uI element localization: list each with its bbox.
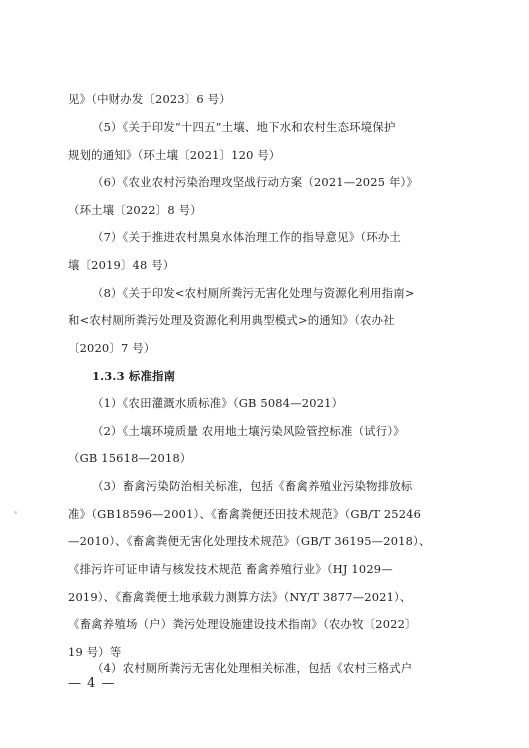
text-line: 19 号）等	[68, 645, 122, 659]
text-line: 规划的通知》（环土壤〔2021〕120 号）	[68, 148, 281, 162]
section-heading: 1.3.3 标准指南	[92, 369, 176, 383]
text-line: （3）畜禽污染防治相关标准，包括《畜禽养殖业污染物排放标	[92, 479, 413, 493]
text-line: 《畜禽养殖场（户）粪污处理设施建设技术指南》（农办牧〔2022〕	[68, 617, 417, 631]
text-line: 准》（GB18596—2001）、《畜禽粪便还田技术规范》（GB/T 25246	[68, 507, 422, 521]
text-line: （1）《农田灌溉水质标准》（GB 5084—2021）	[92, 396, 344, 410]
page-number: — 4 —	[68, 676, 116, 691]
text-line: （7）《关于推进农村黑臭水体治理工作的指导意见》（环办土	[92, 230, 401, 244]
text-line: （5）《关于印发“十四五”土壤、地下水和农村生态环境保护	[92, 120, 396, 134]
text-line: （4）农村厕所粪污无害化处理相关标准，包括《农村三格式户	[92, 661, 413, 675]
text-line: 见》（中财办发〔2023〕6 号）	[68, 92, 231, 106]
text-line: —2010）、《畜禽粪便无害化处理技术规范》（GB/T 36195—2018）、	[68, 534, 431, 548]
text-line: （8）《关于印发<农村厕所粪污无害化处理与资源化利用指南>	[92, 286, 415, 300]
text-line: （环土壤〔2022〕8 号）	[68, 203, 202, 217]
text-line: （GB 15618—2018）	[68, 451, 192, 465]
text-line: 《排污许可证申请与核发技术规范 畜禽养殖行业》（HJ 1029—	[68, 562, 393, 576]
text-line: 和<农村厕所粪污处理及资源化利用典型模式>的通知》（农办社	[68, 313, 395, 327]
text-line: （2）《土壤环境质量 农用地土壤污染风险管控标准（试行）》	[92, 424, 405, 438]
text-line: 壤〔2019〕48 号）	[68, 258, 175, 272]
text-line: 〔2020〕7 号）	[68, 341, 156, 355]
text-line: （6）《农业农村污染治理攻坚战行动方案（2021—2025 年）》	[92, 175, 419, 189]
text-line: 2019）、《畜禽粪便土地承载力测算方法》（NY/T 3877—2021）、	[68, 590, 412, 604]
scan-mark	[14, 511, 17, 514]
